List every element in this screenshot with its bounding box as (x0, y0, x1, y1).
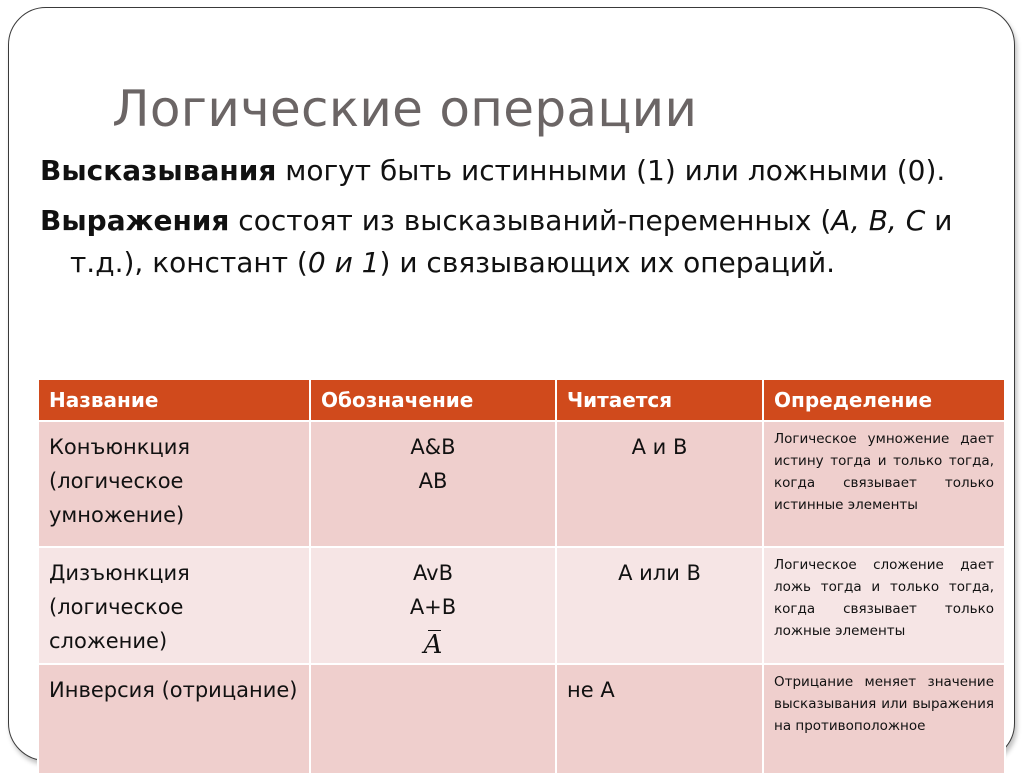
table-row-inversion (39, 665, 1004, 773)
cell-reads: А или В (557, 548, 762, 663)
table-header-row (39, 380, 1004, 420)
a-overbar-symbol: A (423, 630, 443, 660)
symbol: AvB (413, 561, 453, 585)
cell-definition: Логическое умножение дает истину тогда и только тогда, когда связывает только истинные элементы (764, 422, 1004, 546)
cell-name: Конъюнкция (логическое умножение) (39, 422, 309, 546)
header-reads: Читается (557, 380, 762, 420)
paragraph-expressions (40, 200, 1000, 284)
symbol: AB (418, 469, 448, 493)
cell-reads: не А (557, 665, 762, 773)
constants-italic: 0 и 1 (307, 246, 380, 279)
expressions-text-3: ) и связывающих их операций. (379, 246, 836, 279)
cell-notation (311, 548, 555, 663)
term-expressions: Выражения (40, 204, 230, 237)
statements-text: могут быть истинными (1) или ложными (0). (276, 154, 946, 187)
variables-italic: A, B, C (831, 204, 926, 237)
header-notation: Обозначение (311, 380, 555, 420)
cell-definition: Логическое сложение дает ложь тогда и только тогда, когда связывает только ложные элементы (764, 548, 1004, 663)
cell-notation (311, 422, 555, 546)
cell-reads: А и В (557, 422, 762, 546)
cell-name: Инверсия (отрицание) (39, 665, 309, 773)
header-definition: Определение (764, 380, 1004, 420)
symbol: A+B (409, 595, 457, 619)
slide-body (40, 150, 1000, 292)
expressions-text-2: и т.д.), констант ( (70, 204, 953, 279)
symbol: A&B (410, 435, 456, 459)
logic-operations-table (37, 378, 1006, 775)
table-row-conjunction (39, 422, 1004, 546)
cell-name: Дизъюнкция (логическое сложение) (39, 548, 309, 663)
slide-title: Логические операции (112, 80, 698, 138)
term-statements: Высказывания (40, 154, 277, 187)
cell-definition: Отрицание меняет значение высказывания или выражения на противоположное (764, 665, 1004, 773)
header-name: Название (39, 380, 309, 420)
expressions-text-1: состоят из высказываний-переменных ( (229, 204, 832, 237)
cell-notation (311, 665, 555, 773)
table-row-disjunction (39, 548, 1004, 663)
paragraph-statements (40, 150, 1000, 192)
